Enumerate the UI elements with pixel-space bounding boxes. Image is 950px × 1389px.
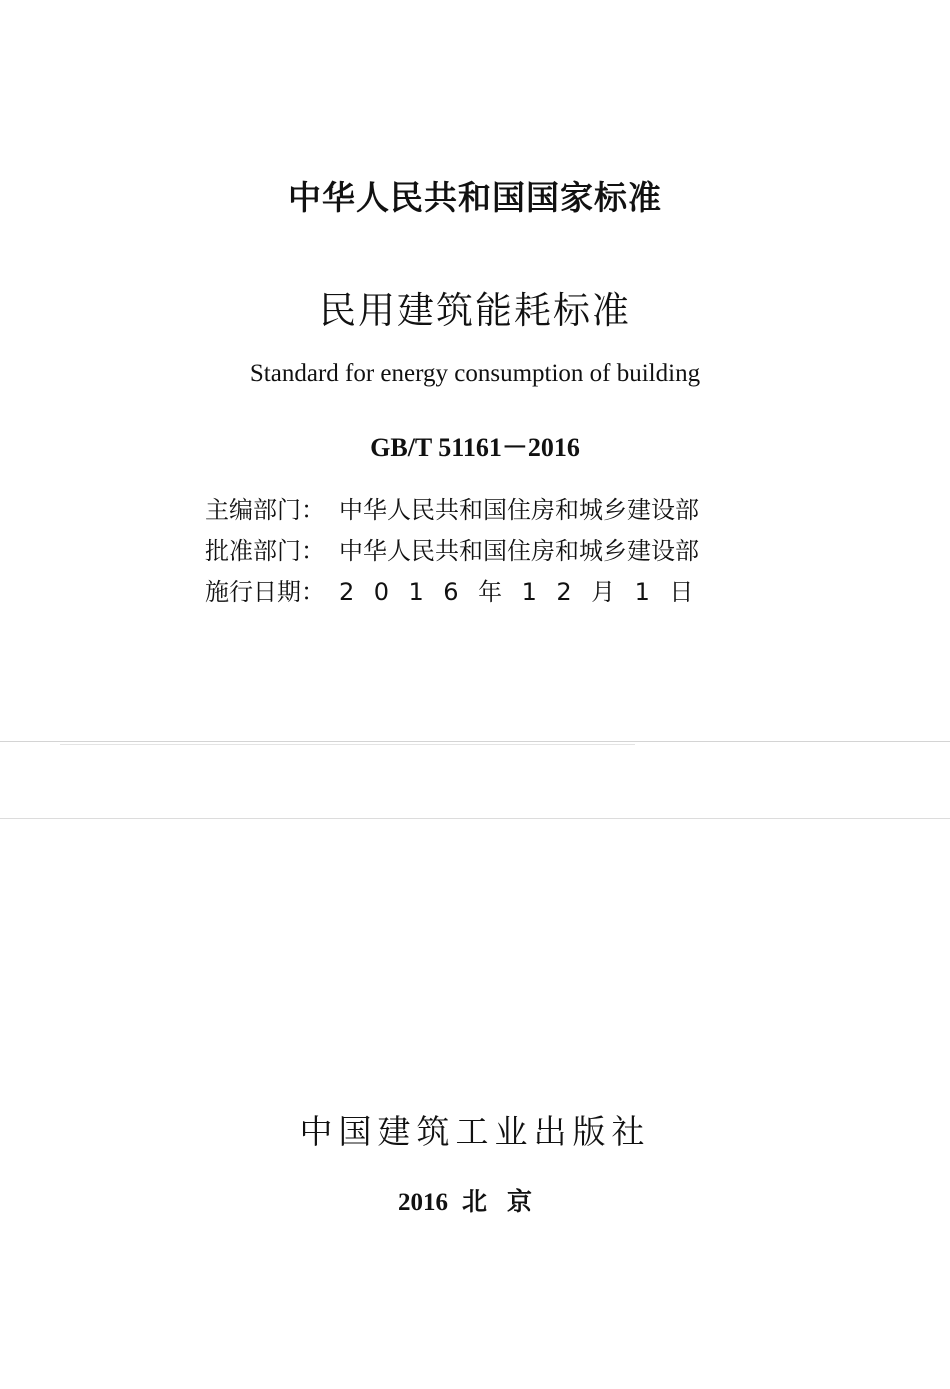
standard-code: GB/T 51161－2016 [370,433,580,462]
meta-value: 中华人民共和国住房和城乡建设部 [339,537,699,565]
meta-value-date: 2016年12月1日 [339,578,713,606]
document-title-chinese: 民用建筑能耗标准 [319,289,631,332]
meta-label: 批准部门： [205,537,325,565]
standard-category-label: 中华人民共和国国家标准 [288,178,662,217]
meta-row-approval [205,533,713,574]
meta-label: 主编部门： [205,496,325,524]
publication-year: 2016 [397,1189,448,1216]
meta-label: 施行日期： [205,578,325,606]
meta-row-effective-date [205,574,713,615]
publisher-name: 中国建筑工业出版社 [299,1112,651,1151]
document-title-english: Standard for energy consumption of building [249,360,701,387]
scan-artifact-rule [60,744,635,745]
publication-info [0,1182,950,1218]
meta-row-chief-editor [205,492,713,533]
scan-artifact-rule [0,818,950,819]
meta-value: 中华人民共和国住房和城乡建设部 [339,496,699,524]
scan-artifact-rule [0,741,950,742]
standard-metadata [205,492,713,615]
publication-city: 北京 [461,1187,552,1216]
